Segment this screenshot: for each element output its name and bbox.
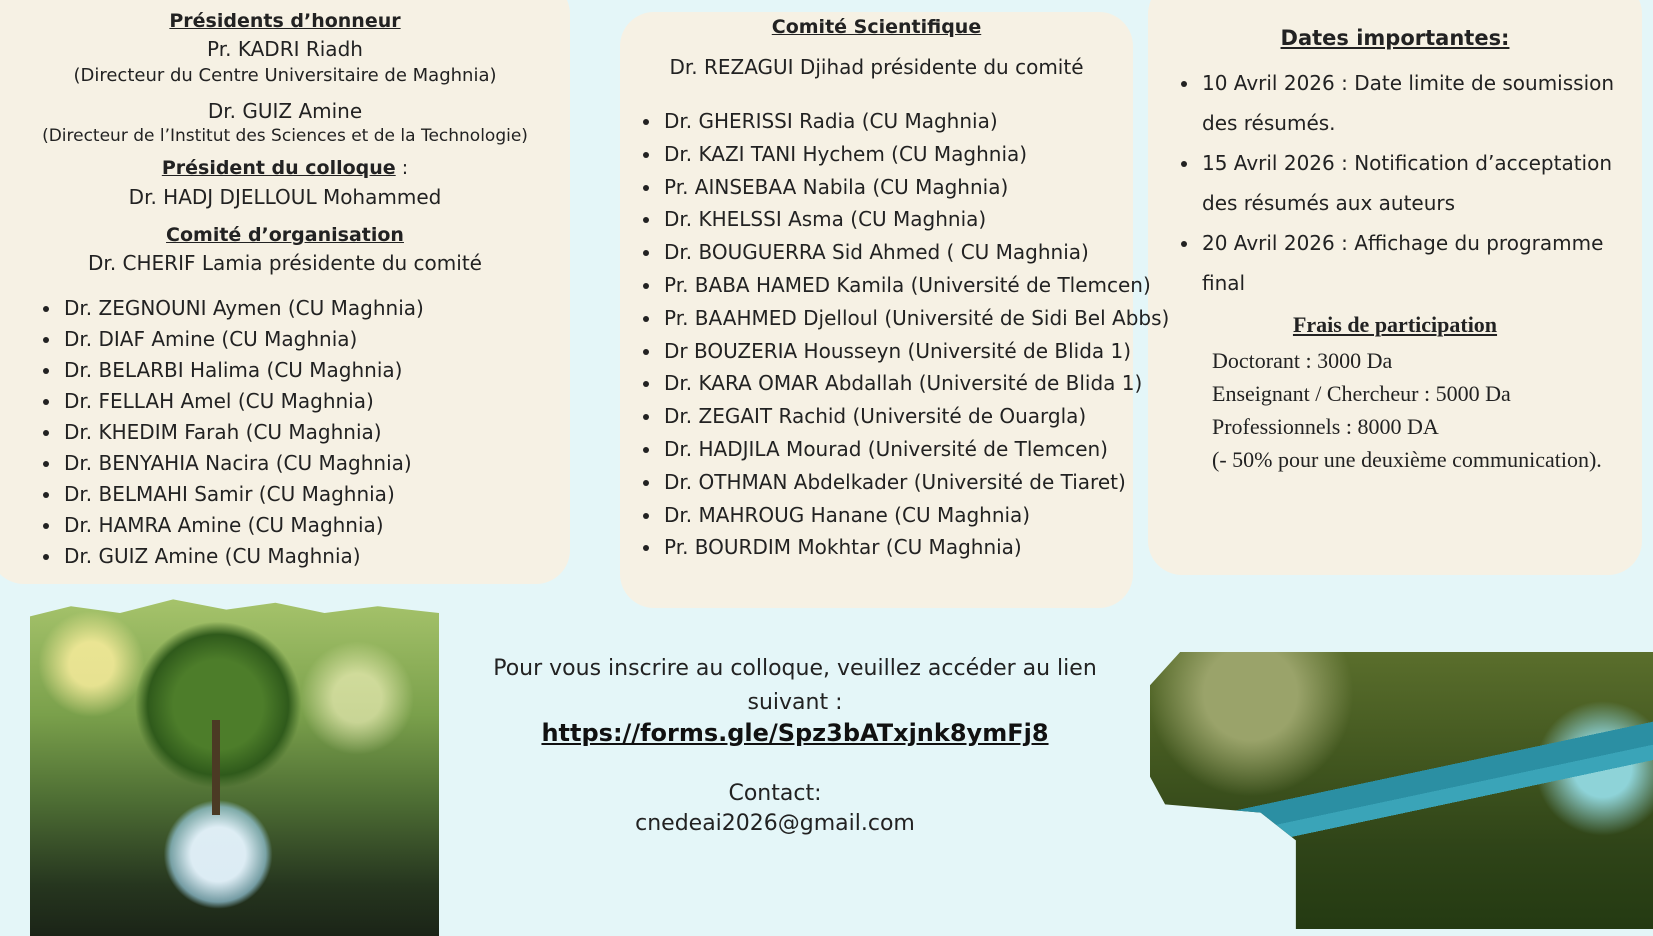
honorary-president-2-role: (Directeur de l’Institut des Sciences et de la Technologie) — [42, 126, 528, 146]
scientific-committee-list — [640, 105, 1169, 564]
organizing-committee-list — [40, 293, 424, 572]
organizing-committee-title: Comité d’organisation — [166, 224, 404, 246]
important-dates-list — [1178, 63, 1618, 303]
tree-trunk-shape — [212, 720, 220, 815]
organizing-member-item: • Dr. HAMRA Amine (CU Maghnia) — [62, 510, 424, 541]
scientific-member-item: • Dr BOUZERIA Housseyn (Université de Blida 1) — [662, 335, 1169, 368]
fee-line: Enseignant / Chercheur : 5000 Da — [1212, 381, 1511, 406]
colloquium-president-heading — [0, 157, 570, 179]
honorary-president-1-role: (Directeur du Centre Universitaire de Maghnia) — [73, 65, 497, 86]
organizing-member-item: • Dr. BELARBI Halima (CU Maghnia) — [62, 355, 424, 386]
scientific-member-item: • Dr. KAZI TANI Hychem (CU Maghnia) — [662, 138, 1169, 171]
scientific-member-item: • Pr. BABA HAMED Kamila (Université de Tlemcen) — [662, 269, 1169, 302]
scientific-member-item: • Pr. BAAHMED Djelloul (Université de Sidi Bel Abbs) — [662, 302, 1169, 335]
organizing-member-item: • Dr. GUIZ Amine (CU Maghnia) — [62, 541, 424, 572]
scientific-member-item: • Dr. KARA OMAR Abdallah (Université de Blida 1) — [662, 367, 1169, 400]
important-dates-title: Dates importantes: — [1280, 26, 1510, 50]
contact-email[interactable]: cnedeai2026@gmail.com — [635, 811, 915, 836]
important-date-item: • 15 Avril 2026 : Notification d’acceptation des résumés aux auteurs — [1200, 143, 1618, 223]
colloquium-president-title: Président du colloque — [161, 157, 396, 179]
important-date-item: • 10 Avril 2026 : Date limite de soumission des résumés. — [1200, 63, 1618, 143]
tree-globe-photo — [30, 596, 439, 936]
registration-text: Pour vous inscrire au colloque, veuillez accéder au lien suivant : — [493, 656, 1097, 715]
organizing-member-item: • Dr. ZEGNOUNI Aymen (CU Maghnia) — [62, 293, 424, 324]
organizing-member-item: • Dr. BENYAHIA Nacira (CU Maghnia) — [62, 448, 424, 479]
scientific-member-item: • Dr. HADJILA Mourad (Université de Tlemcen) — [662, 433, 1169, 466]
fee-line: Professionnels : 8000 DA — [1212, 414, 1439, 439]
fee-line: Doctorant : 3000 Da — [1212, 348, 1393, 373]
organizing-committee-head: Dr. CHERIF Lamia présidente du comité — [88, 251, 482, 275]
contact-label: Contact: — [728, 781, 822, 806]
honorary-president-1-name: Pr. KADRI Riadh — [207, 37, 363, 61]
fees-list — [1212, 344, 1602, 476]
scientific-committee-title: Comité Scientifique — [771, 16, 982, 38]
scientific-member-item: • Pr. BOURDIM Mokhtar (CU Maghnia) — [662, 531, 1169, 564]
scientific-member-item: • Dr. GHERISSI Radia (CU Maghnia) — [662, 105, 1169, 138]
scientific-member-item: • Pr. AINSEBAA Nabila (CU Maghnia) — [662, 171, 1169, 204]
important-date-item: • 20 Avril 2026 : Affichage du programme final — [1200, 223, 1618, 303]
organizing-member-item: • Dr. KHEDIM Farah (CU Maghnia) — [62, 417, 424, 448]
organizing-member-item: • Dr. BELMAHI Samir (CU Maghnia) — [62, 479, 424, 510]
scientific-committee-head: Dr. REZAGUI Djihad présidente du comité — [669, 55, 1084, 79]
organizing-member-item: • Dr. DIAF Amine (CU Maghnia) — [62, 324, 424, 355]
fees-title: Frais de participation — [1292, 312, 1498, 337]
colloquium-president-colon: : — [395, 157, 409, 179]
scientific-member-item: • Dr. KHELSSI Asma (CU Maghnia) — [662, 203, 1169, 236]
registration-link-wrap — [480, 719, 1110, 747]
colloquium-president-name: Dr. HADJ DJELLOUL Mohammed — [128, 185, 442, 209]
scientific-member-item: • Dr. OTHMAN Abdelkader (Université de Tiaret) — [662, 466, 1169, 499]
river-forest-photo — [1150, 652, 1653, 929]
honorary-presidents-title: Présidents d’honneur — [169, 10, 401, 32]
registration-link[interactable]: https://forms.gle/Spz3bATxjnk8ymFj8 — [541, 719, 1049, 747]
honorary-president-2-name: Dr. GUIZ Amine — [207, 99, 363, 123]
organizing-member-item: • Dr. FELLAH Amel (CU Maghnia) — [62, 386, 424, 417]
scientific-member-item: • Dr. MAHROUG Hanane (CU Maghnia) — [662, 499, 1169, 532]
scientific-member-item: • Dr. BOUGUERRA Sid Ahmed ( CU Maghnia) — [662, 236, 1169, 269]
scientific-member-item: • Dr. ZEGAIT Rachid (Université de Ouargla) — [662, 400, 1169, 433]
fee-line: (- 50% pour une deuxième communication). — [1212, 447, 1602, 472]
